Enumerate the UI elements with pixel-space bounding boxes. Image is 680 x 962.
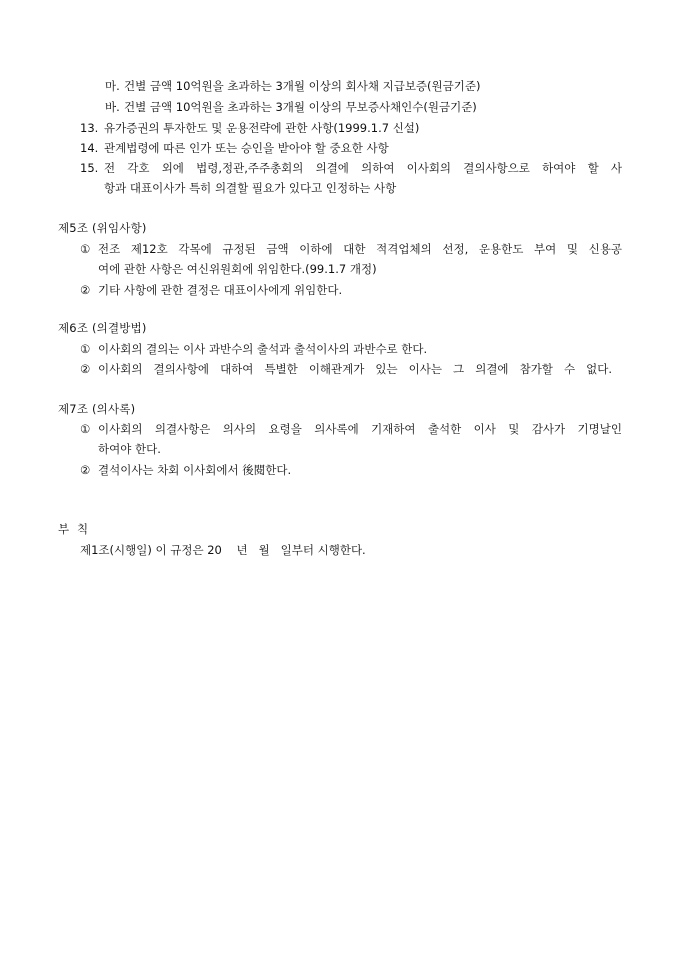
list-text: 전 각호 외에 법령,정관,주주총회의 의결에 의하여 이사회의 결의사항으로 하여야 할 사 (104, 161, 622, 175)
paragraph-text: 이사회의 결의사항에 대하여 특별한 이해관계가 있는 이사는 그 의결에 참가할 수 없다. (98, 362, 612, 376)
article-heading-text: 제7조 (의사록) (58, 402, 136, 416)
paragraph-text: 결석이사는 차회 이사회에서 後閱한다. (98, 463, 292, 477)
circled-number-2-icon: ② (80, 283, 91, 297)
paragraph-text: 이사회의 의결사항은 의사의 요령을 의사록에 기재하여 출석한 이사 및 감사가 기명날인 (98, 422, 622, 436)
list-marker: 14. (80, 141, 99, 155)
list-text: 건별 금액 10억원을 초과하는 3개월 이상의 무보증사채인수(원금기준) (124, 100, 477, 114)
circled-number-1-icon: ① (80, 342, 91, 356)
circled-number-1-icon: ① (80, 422, 91, 436)
paragraph-text: 하여야 한다. (98, 442, 161, 456)
article-heading-text: 제6조 (의결방법) (58, 321, 147, 335)
circled-number-2-icon: ② (80, 463, 91, 477)
list-text: 관계법령에 따른 인가 또는 승인을 받아야 할 중요한 사항 (104, 141, 389, 155)
list-marker: 13. (80, 121, 99, 135)
list-text: 유가증권의 투자한도 및 운용전략에 관한 사항(1999.1.7 신설) (104, 121, 420, 135)
effective-date-text: 제1조(시행일) 이 규정은 20 년 월 일부터 시행한다. (80, 543, 366, 557)
article-heading-text: 제5조 (위임사항) (58, 221, 147, 235)
list-marker: 15. (80, 161, 99, 175)
list-marker: 바. (105, 100, 120, 114)
list-text: 건별 금액 10억원을 초과하는 3개월 이상의 회사채 지급보증(원금기준) (124, 79, 481, 93)
paragraph-text: 이사회의 결의는 이사 과반수의 출석과 출석이사의 과반수로 한다. (98, 342, 428, 356)
addendum-heading-text: 부 칙 (58, 522, 89, 536)
list-text: 항과 대표이사가 특히 의결할 필요가 있다고 인정하는 사항 (104, 181, 397, 195)
paragraph-text: 여에 관한 사항은 여신위원회에 위임한다.(99.1.7 개정) (98, 262, 377, 276)
circled-number-1-icon: ① (80, 242, 91, 256)
paragraph-text: 전조 제12호 각목에 규정된 금액 이하에 대한 적격업체의 선정, 운용한도 부여 및 신용공 (98, 242, 622, 256)
circled-number-2-icon: ② (80, 362, 91, 376)
paragraph-text: 기타 사항에 관한 결정은 대표이사에게 위임한다. (98, 283, 343, 297)
list-marker: 마. (105, 79, 120, 93)
